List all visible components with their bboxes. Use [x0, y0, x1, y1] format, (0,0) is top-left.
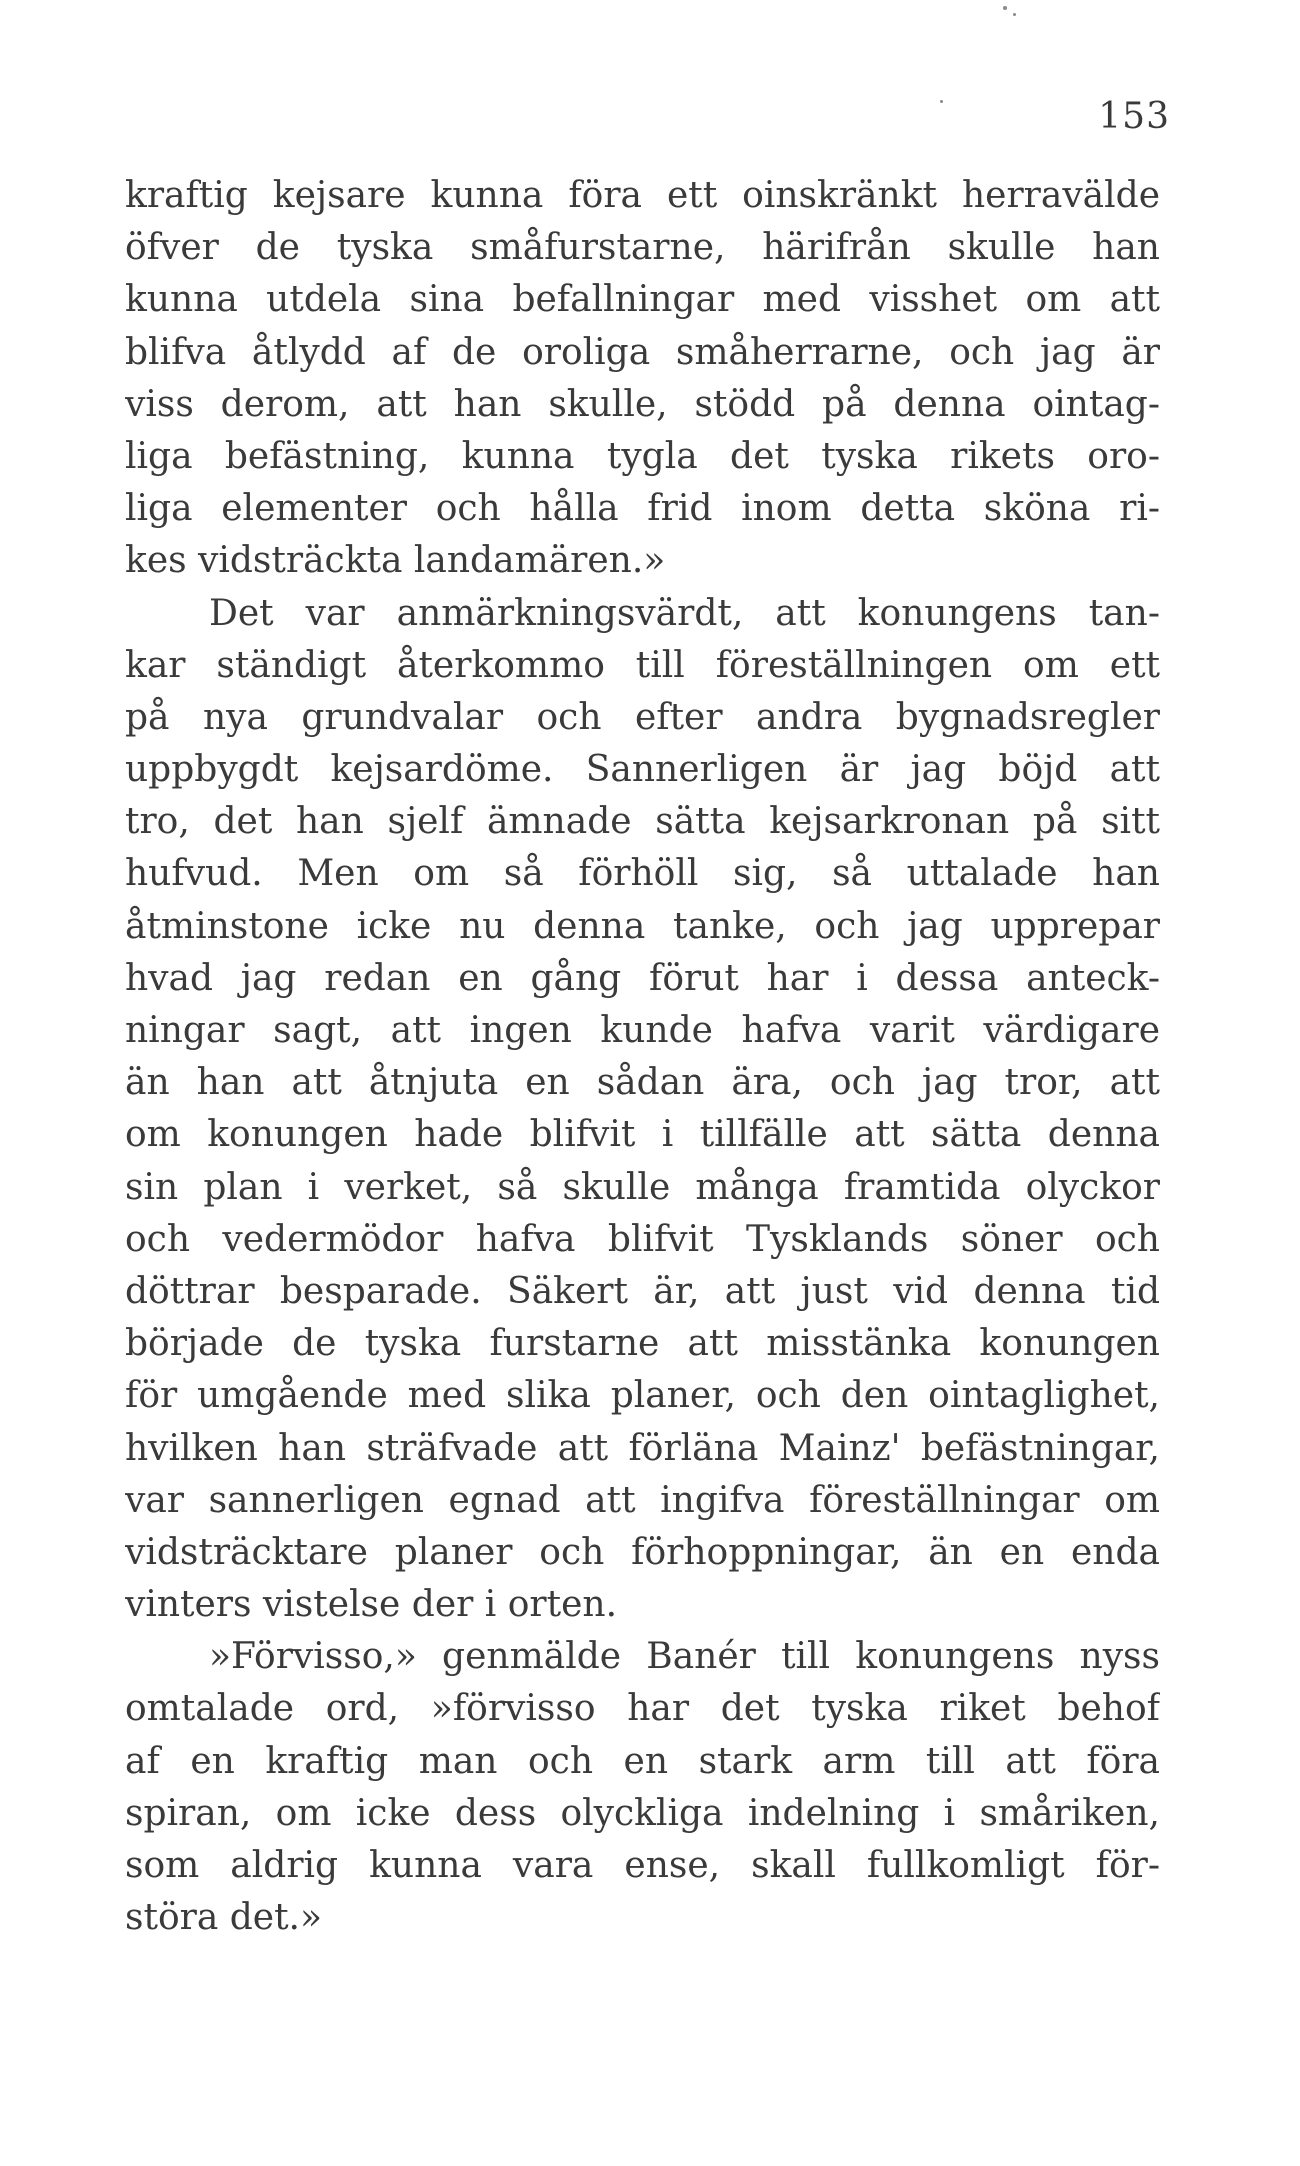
- text-line: än han att åtnjuta en sådan ära, och jag tror, att: [125, 1062, 1160, 1104]
- text-line: hvilken han sträfvade att förläna Mainz' befästningar,: [125, 1427, 1160, 1469]
- text-line: viss derom, att han skulle, stödd på denna ointag-: [125, 383, 1160, 425]
- print-speck: [940, 100, 943, 103]
- text-line: »Förvisso,» genmälde Banér till konungens nyss: [209, 1636, 1160, 1678]
- text-line: om konungen hade blifvit i tillfälle att sätta denna: [125, 1114, 1160, 1156]
- text-line: kraftig kejsare kunna föra ett oinskränkt herravälde: [125, 175, 1160, 216]
- text-line: började de tyska furstarne att misstänka konungen: [125, 1323, 1160, 1365]
- text-line: åtminstone icke nu denna tanke, och jag upprepar: [125, 905, 1160, 947]
- text-line: liga befästning, kunna tygla det tyska rikets oro-: [125, 435, 1160, 477]
- text-line: spiran, om icke dess olyckliga indelning i småriken,: [125, 1792, 1160, 1834]
- text-line: för umgående med slika planer, och den ointaglighet,: [125, 1375, 1160, 1417]
- text-line: kunna utdela sina befallningar med visshet om att: [125, 279, 1160, 321]
- text-line: hufvud. Men om så förhöll sig, så uttalade han: [125, 853, 1160, 895]
- text-line: sin plan i verket, så skulle många framtida olyckor: [125, 1166, 1160, 1208]
- text-line: vidsträcktare planer och förhoppningar, än en enda: [125, 1531, 1160, 1573]
- text-line: tro, det han sjelf ämnade sätta kejsarkronan på sitt: [125, 801, 1160, 843]
- text-line: uppbygdt kejsardöme. Sannerligen är jag böjd att: [125, 749, 1160, 791]
- text-line: Det var anmärkningsvärdt, att konungens tan-: [209, 592, 1160, 634]
- text-line: ningar sagt, att ingen kunde hafva varit värdigare: [125, 1010, 1160, 1051]
- print-speck: [1003, 6, 1007, 10]
- text-line: och vedermödor hafva blifvit Tysklands söner och: [125, 1218, 1160, 1260]
- body-text: [125, 170, 1160, 1944]
- text-line: öfver de tyska småfurstarne, härifrån skulle han: [125, 227, 1160, 269]
- text-line: vinters vistelse der i orten.: [125, 1584, 618, 1626]
- text-line: störa det.»: [125, 1897, 323, 1939]
- page-number: 153: [1098, 96, 1170, 137]
- text-line: döttrar besparade. Säkert är, att just vid denna tid: [125, 1270, 1160, 1312]
- text-line: omtalade ord, »förvisso har det tyska riket behof: [125, 1688, 1160, 1730]
- text-line: var sannerligen egnad att ingifva föreställningar om: [125, 1479, 1160, 1521]
- text-line: af en kraftig man och en stark arm till att föra: [125, 1740, 1160, 1782]
- text-line: liga elementer och hålla frid inom detta sköna ri-: [125, 488, 1160, 530]
- text-line: kar ständigt återkommo till föreställningen om ett: [125, 644, 1160, 686]
- text-line: som aldrig kunna vara ense, skall fullkomligt för-: [125, 1845, 1160, 1886]
- text-line: kes vidsträckta landamären.»: [125, 540, 666, 582]
- text-line: hvad jag redan en gång förut har i dessa anteck-: [125, 957, 1160, 999]
- text-line: blifva åtlydd af de oroliga småherrarne, och jag är: [125, 331, 1160, 373]
- print-speck: [1013, 13, 1016, 16]
- text-line: på nya grundvalar och efter andra bygnadsregler: [125, 696, 1160, 738]
